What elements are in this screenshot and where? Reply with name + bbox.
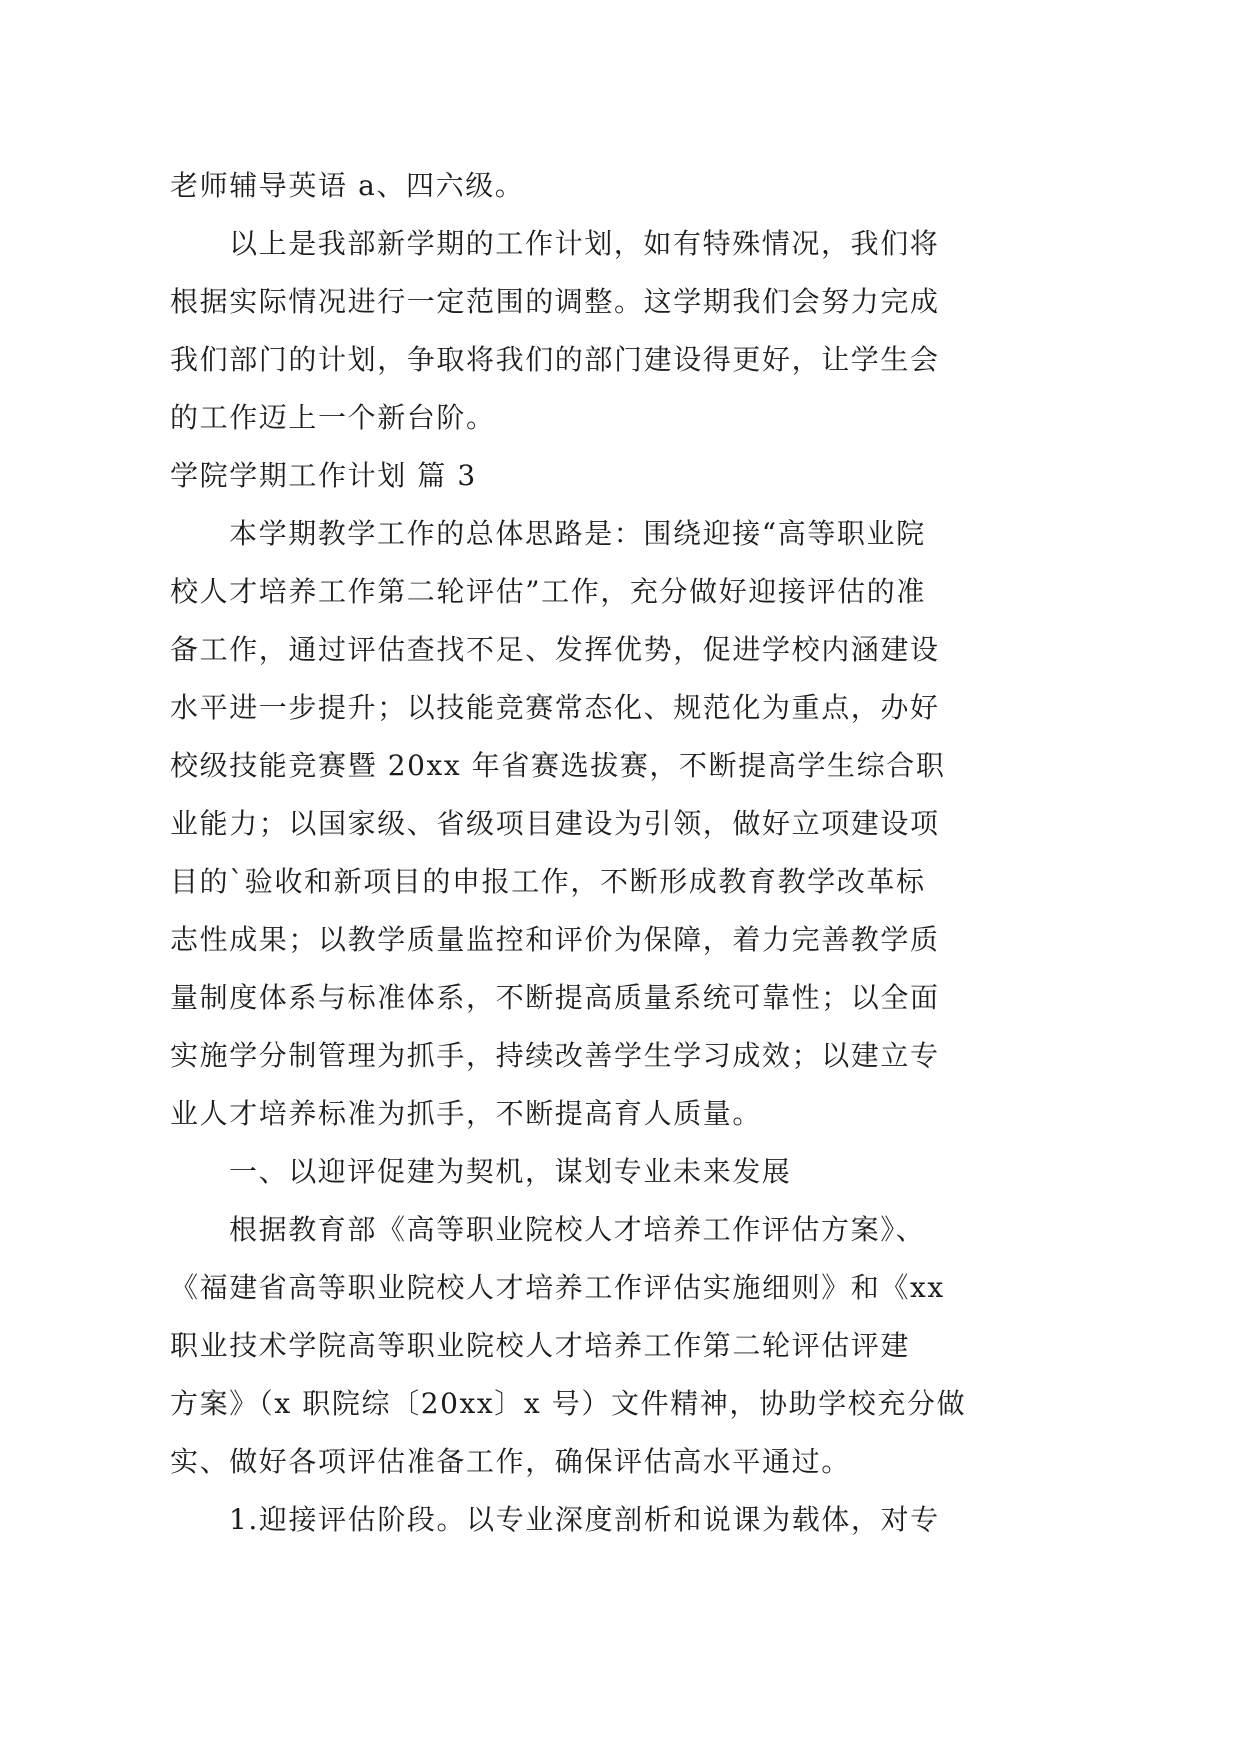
paragraph-line: 《福建省高等职业院校人才培养工作评估实施细则》和《xx [170, 1271, 945, 1304]
paragraph-line: 水平进一步提升；以技能竞赛常态化、规范化为重点，办好 [170, 691, 940, 724]
subsection-heading: 一、以迎评促建为契机，谋划专业未来发展 [229, 1155, 792, 1188]
paragraph-line: 方案》（x 职院综〔20xx〕x 号）文件精神，协助学校充分做 [170, 1387, 967, 1420]
paragraph-line: 根据实际情况进行一定范围的调整。这学期我们会努力完成 [170, 285, 940, 318]
section-heading: 学院学期工作计划 篇 3 [170, 459, 477, 492]
paragraph-line: 的工作迈上一个新台阶。 [170, 401, 496, 434]
paragraph-line: 本学期教学工作的总体思路是：围绕迎接“高等职业院 [229, 517, 926, 550]
paragraph-line: 实施学分制管理为抓手，持续改善学生学习成效；以建立专 [170, 1039, 940, 1072]
paragraph-line: 校级技能竞赛暨 20xx 年省赛选拔赛，不断提高学生综合职 [170, 749, 946, 782]
paragraph-line: 以上是我部新学期的工作计划，如有特殊情况，我们将 [229, 227, 940, 260]
document-body [170, 157, 967, 1549]
paragraph-line: 1.迎接评估阶段。以专业深度剖析和说课为载体，对专 [229, 1503, 940, 1536]
paragraph-line: 校人才培养工作第二轮评估”工作，充分做好迎接评估的准 [170, 575, 926, 608]
paragraph-line: 老师辅导英语 a、四六级。 [170, 169, 525, 202]
paragraph-line: 量制度体系与标准体系，不断提高质量系统可靠性；以全面 [170, 981, 940, 1014]
paragraph-line: 实、做好各项评估准备工作，确保评估高水平通过。 [170, 1445, 851, 1478]
paragraph-line: 目的`验收和新项目的申报工作，不断形成教育教学改革标 [170, 865, 926, 898]
paragraph-line: 业人才培养标准为抓手，不断提高育人质量。 [170, 1097, 763, 1130]
paragraph-line: 志性成果；以教学质量监控和评价为保障，着力完善教学质 [170, 923, 940, 956]
paragraph-line: 备工作，通过评估查找不足、发挥优势，促进学校内涵建设 [170, 633, 940, 666]
paragraph-line: 职业技术学院高等职业院校人才培养工作第二轮评估评建 [170, 1329, 911, 1362]
paragraph-line: 业能力；以国家级、省级项目建设为引领，做好立项建设项 [170, 807, 940, 840]
paragraph-line: 我们部门的计划，争取将我们的部门建设得更好，让学生会 [170, 343, 940, 376]
paragraph-line: 根据教育部《高等职业院校人才培养工作评估方案》、 [229, 1213, 926, 1246]
